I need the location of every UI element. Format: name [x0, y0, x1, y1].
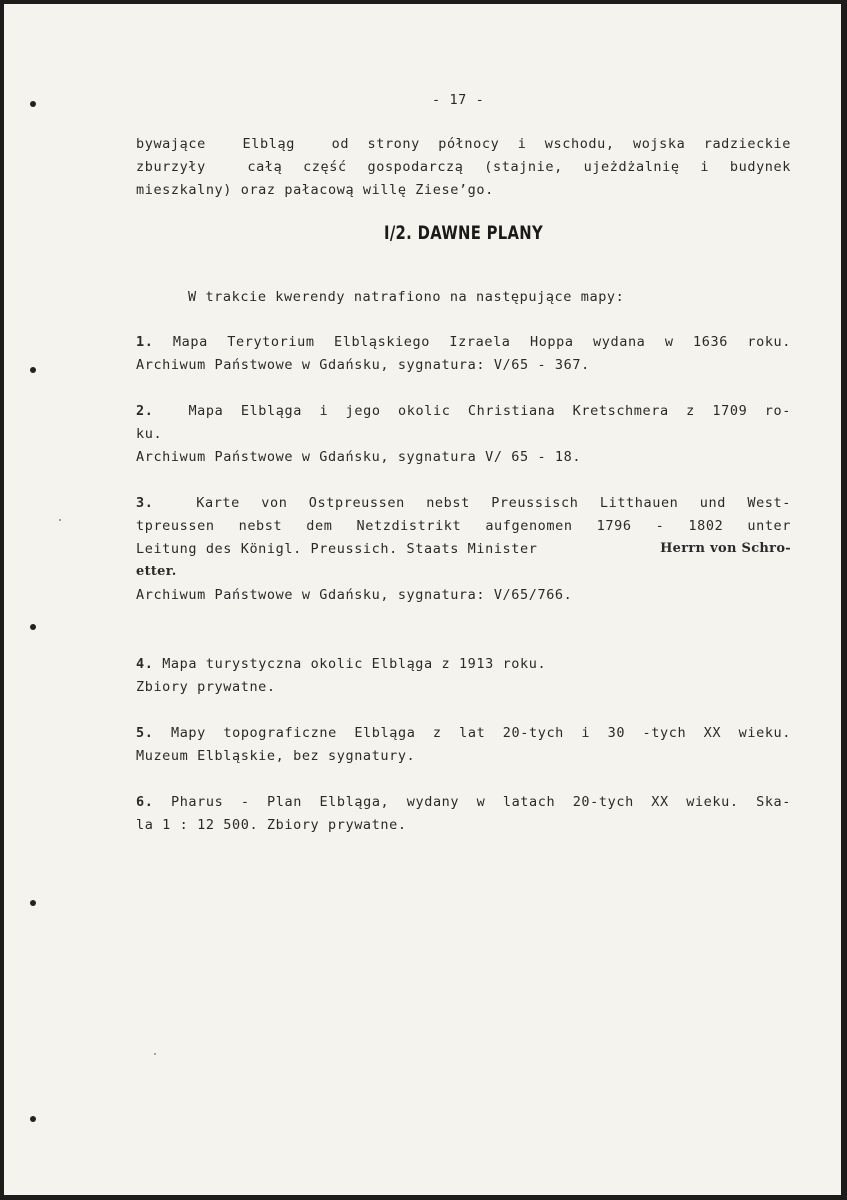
list-item-line: Archiwum Państwowe w Gdańsku, sygnatura: V/65 - 367.: [136, 357, 590, 373]
list-item-line: [136, 794, 791, 810]
list-item-line: ku.: [136, 426, 163, 442]
list-item-line: tpreussen nebst dem Netzdistrikt aufgenomen 1796 - 1802 unter: [136, 518, 791, 534]
list-item-line: [136, 725, 791, 741]
punch-hole: [30, 900, 36, 906]
list-item-text: Karte von Ostpreussen nebst Preussisch Litthauen und West-: [196, 495, 791, 511]
section-heading: I/2. DAWNE PLANY: [384, 222, 544, 244]
list-item-line: Archiwum Państwowe w Gdańsku, sygnatura: V/65/766.: [136, 587, 573, 603]
list-item-text: Mapa Elbląga i jego okolic Christiana Kretschmera z 1709 ro-: [188, 403, 791, 419]
paragraph-line: bywające Elbląg od strony północy i wschodu, wojska radzieckie: [136, 136, 791, 152]
list-item-line: [136, 403, 791, 419]
document-page: [4, 4, 841, 1195]
paper-speck: [154, 1053, 156, 1055]
list-item-number: 3.: [136, 495, 154, 511]
list-item-line: etter.: [136, 564, 177, 579]
list-item-line: [136, 541, 791, 557]
list-item-text: Mapy topograficzne Elbląga z lat 20-tych i 30 -tych XX wieku.: [170, 725, 791, 741]
list-item-text: Mapa Terytorium Elbląskiego Izraela Hoppa wydana w 1636 roku.: [172, 334, 792, 350]
list-item-line: [136, 495, 791, 511]
list-item-line: la 1 : 12 500. Zbiory prywatne.: [136, 817, 407, 833]
list-item-text-gothic: Herrn von Schro-: [660, 541, 791, 556]
paragraph-line: zburzyły całą część gospodarczą (stajnie, ujeżdżalnię i budynek: [136, 159, 791, 175]
list-item-text: Mapa turystyczna okolic Elbląga z 1913 roku.: [162, 656, 547, 672]
list-item-line: [136, 656, 546, 672]
punch-hole: [30, 1116, 36, 1122]
list-item-line: Muzeum Elbląskie, bez sygnatury.: [136, 748, 416, 764]
list-item-number: 1.: [136, 334, 154, 350]
list-item-line: Archiwum Państwowe w Gdańsku, sygnatura V/ 65 - 18.: [136, 449, 582, 465]
paragraph-line: mieszkalny) oraz pałacową willę Ziese’go.: [136, 182, 494, 198]
list-item-number: 5.: [136, 725, 154, 741]
page-number: - 17 -: [432, 92, 485, 108]
list-item-number: 2.: [136, 403, 154, 419]
punch-hole: [30, 101, 36, 107]
lead-sentence: W trakcie kwerendy natrafiono na następujące mapy:: [188, 289, 625, 305]
list-item-number: 6.: [136, 794, 154, 810]
punch-hole: [30, 367, 36, 373]
list-item-line: Zbiory prywatne.: [136, 679, 276, 695]
list-item-line: [136, 334, 791, 350]
punch-hole: [30, 624, 36, 630]
list-item-text: Leitung des Königl. Preussich. Staats Minister: [136, 541, 538, 557]
paper-speck: [59, 519, 61, 521]
list-item-number: 4.: [136, 656, 154, 672]
list-item-text: Pharus - Plan Elbląga, wydany w latach 20-tych XX wieku. Ska-: [170, 794, 791, 810]
